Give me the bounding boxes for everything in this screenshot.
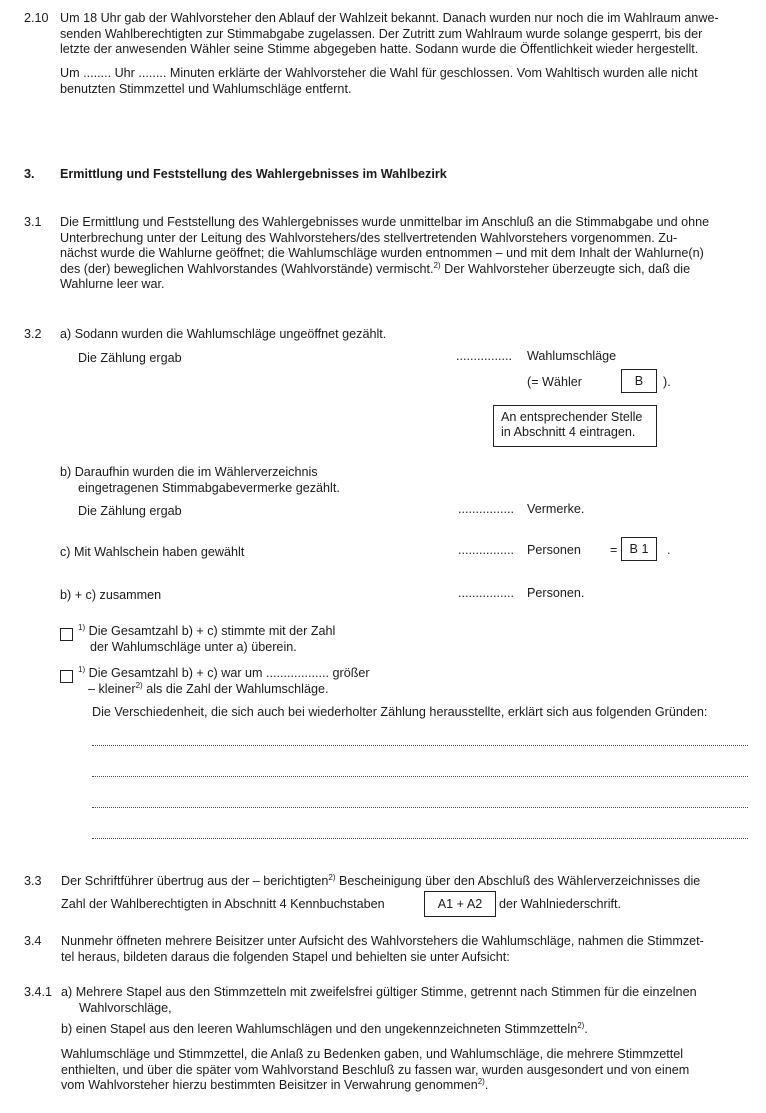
section-3-4-1-a [61,985,748,1016]
line: senden Wahlberechtigten zur Stimmabgabe zugelassen. Der Zutritt zum Wahlraum wurde solange gesperrt, bis der [60,26,703,41]
code-box-b [621,369,657,393]
dots-field-c[interactable]: ................ [458,543,514,557]
code-box-b1-text: B 1 [629,542,649,556]
text: Die Gesamtzahl b) + c) stimmte mit der Zahl [88,624,336,638]
line [78,682,370,698]
footnote-ref: 2) [433,260,441,270]
section-2-10-paragraph-1 [60,11,748,58]
section-3-2-bc-label: b) + c) zusammen [60,588,162,602]
reason-line-3[interactable] [92,806,748,808]
line: Um ........ Uhr ........ Minuten erklärte der Wahlvorsteher die Wahl für geschlossen. Vom Wahltisch wurden alle nicht [60,66,698,80]
line: der Wahlumschläge unter a) überein. [90,639,297,654]
line: nächst wurde die Wahlurne geöffnet; die Wahlumschläge wurden entnommen – und mit dem Inhalt der Wahlurne(n) [60,246,704,260]
line: b) Daraufhin wurden die im Wählerverzeichnis [60,465,318,479]
text: b) einen Stapel aus den leeren Wahlumschlägen und den ungekennzeichneten Stimmzetteln [61,1022,578,1036]
text: Der Wahlvorsteher überzeugte sich, daß die [440,261,691,276]
line: Wahlurne leer war. [60,277,165,291]
line: Nunmehr öffneten mehrere Beisitzer unter Aufsicht des Wahlvorstehers die Wahlumschläge, nahmen die Stimmzet- [61,934,704,948]
section-3-3-line-1 [61,874,700,888]
count-label-b: Die Zählung ergab [78,504,182,518]
code-box-b-text: B [634,374,644,388]
section-3-4-1-b [61,1022,588,1036]
unit-wahlumschlaege: Wahlumschläge [527,349,617,363]
section-3-title: Ermittlung und Feststellung des Wahlergebnisses im Wahlbezirk [60,167,447,181]
section-3-3-line-2b: der Wahlniederschrift. [499,897,622,911]
unit-vermerke: Vermerke. [527,502,585,516]
code-box-a1-a2-text: A1 + A2 [437,897,483,911]
unit-personen: Personen [527,543,581,557]
note-line: An entsprechender Stelle [501,410,643,424]
section-3-4-1-paragraph [61,1047,748,1094]
line: Unterbrechung unter der Leitung des Wahlvorstehers/des stellvertretenden Wahlvorstehers vorgenommen. Zu- [60,230,678,245]
footnote-ref: 1) [78,623,86,632]
checkbox-option-2[interactable] [60,670,73,683]
code-box-b1 [621,537,657,561]
dots-field-b[interactable]: ................ [458,502,514,516]
section-3-2-c-label: c) Mit Wahlschein haben gewählt [60,545,245,559]
line [78,666,370,682]
dots-field-bc[interactable]: ................ [458,586,514,600]
section-number-3-2: 3.2 [24,327,42,341]
text: vom Wahlvorsteher hierzu bestimmten Beisitzer in Verwahrung genommen [61,1078,478,1092]
line: eingetragenen Stimmabgabevermerke gezählt. [78,480,340,495]
section-3-1-paragraph [60,215,748,293]
line [78,624,335,640]
checkbox-option-1[interactable] [60,628,73,641]
text: als die Zahl der Wahlumschläge. [142,681,329,696]
line: Wahlvorschläge, [79,1000,172,1015]
text: . [584,1022,588,1036]
waehler-label: (= Wähler [527,375,582,389]
reason-line-1[interactable] [92,744,748,746]
footnote-ref: 2) [328,873,336,882]
period: . [667,543,671,557]
footnote-ref: 2) [135,680,143,690]
instruction-note-box [493,405,657,447]
section-3-4-paragraph [61,934,748,965]
section-number-3-4-1: 3.4.1 [24,985,53,999]
line: Um 18 Uhr gab der Wahlvorsteher den Ablauf der Wahlzeit bekannt. Danach wurden nur noch die im Wahlraum anwe- [60,11,719,25]
reason-line-2[interactable] [92,775,748,777]
option-1-text [78,624,335,655]
reason-intro: Die Verschiedenheit, die sich auch bei wiederholter Zählung herausstellte, erklärt sich aus folgenden Gründen: [92,705,708,719]
equals-sign: = [610,543,618,557]
footnote-ref: 2) [477,1077,485,1086]
waehler-close: ). [663,375,671,389]
line: Wahlumschläge und Stimmzettel, die Anlaß zu Bedenken gaben, und Wahlumschläge, die mehrere Stimmzettel [61,1047,684,1061]
line [61,1078,748,1094]
section-number-3-3: 3.3 [24,874,42,888]
line: benutzten Stimmzettel und Wahlumschläge entfernt. [60,81,352,96]
section-number-3-1: 3.1 [24,215,42,229]
line: Die Ermittlung und Feststellung des Wahlergebnisses wurde unmittelbar im Anschluß an die Stimmabgabe und ohne [60,215,710,229]
text: Die Gesamtzahl b) + c) war um .................. größer [88,666,370,680]
section-3-2-a-label: a) Sodann wurden die Wahlumschläge ungeöffnet gezählt. [60,327,387,341]
section-number-2-10: 2.10 [24,11,49,25]
section-3-3-line-2a: Zahl der Wahlberechtigten in Abschnitt 4 Kennbuchstaben [61,897,385,911]
line: a) Mehrere Stapel aus den Stimmzetteln mit zweifelsfrei gültiger Stimme, getrennt nach Stimmen für die einzelnen [61,985,697,999]
text: des (der) beweglichen Wahlvorstandes (Wahlvorstände) vermischt. [60,261,434,276]
line: tel heraus, bildeten daraus die folgenden Stapel und behielten sie unter Aufsicht: [61,949,510,964]
dots-field-a[interactable]: ................ [456,349,512,363]
footnote-ref: 2) [577,1021,585,1030]
footnote-ref: 1) [78,665,86,674]
option-2-text [78,666,370,697]
section-number-3: 3. [24,167,35,181]
unit-personen-total: Personen. [527,586,585,600]
line [60,262,748,278]
line: enthielten, und über die später vom Wahlvorstand Beschluß zu fassen war, wurden ausgesondert und von einem [61,1062,690,1077]
line: letzte der anwesenden Wähler seine Stimme abgegeben hatte. Sodann wurde die Öffentlichkeit wieder hergestellt. [60,42,699,56]
section-2-10-paragraph-2 [60,66,748,97]
section-number-3-4: 3.4 [24,934,42,948]
text: Bescheinigung über den Abschluß des Wählerverzeichnisses die [335,874,701,888]
text: Der Schriftführer übertrug aus der – berichtigten [61,874,329,888]
note-line: in Abschnitt 4 eintragen. [501,425,636,439]
reason-line-4[interactable] [92,837,748,839]
section-3-2-b-label [60,465,340,496]
count-label-a: Die Zählung ergab [78,351,182,365]
text: – kleiner [88,681,136,696]
text: . [484,1078,489,1092]
code-box-a1-a2 [424,891,496,917]
